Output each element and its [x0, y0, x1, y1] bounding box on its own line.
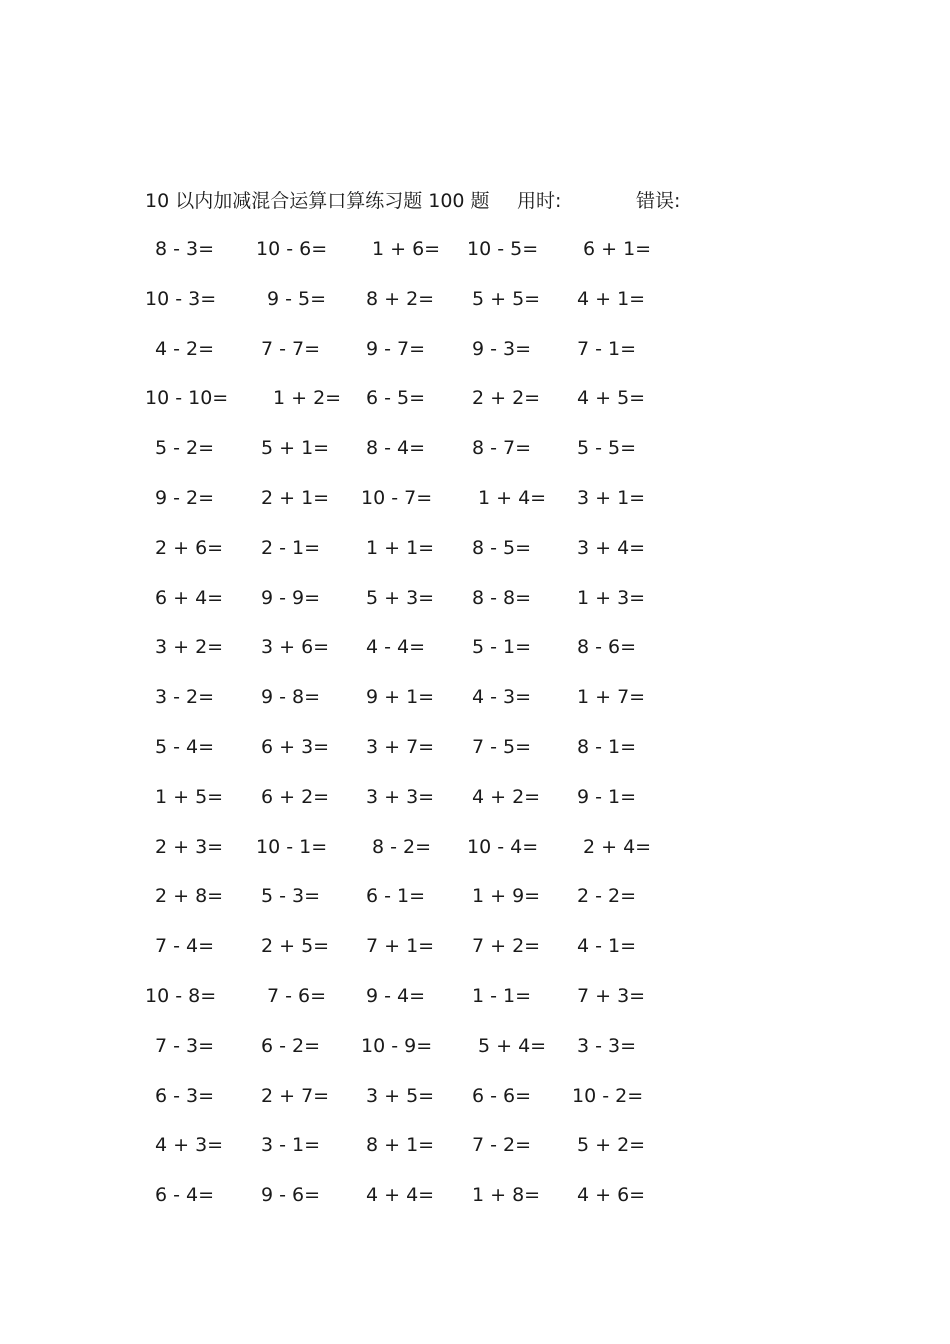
math-problem: 7 - 3=: [155, 1034, 215, 1057]
math-problem: 7 - 4=: [155, 935, 215, 958]
math-problem: 4 - 1=: [577, 935, 637, 958]
math-problem: 6 - 4=: [155, 1184, 215, 1207]
math-problem: 10 - 1=: [256, 835, 328, 858]
math-problem: 1 - 1=: [472, 985, 532, 1007]
math-problem: 10 - 3=: [145, 287, 217, 310]
math-problem: 9 - 2=: [155, 487, 215, 509]
math-problem: 10 - 10=: [145, 387, 229, 410]
math-problem: 1 + 8=: [472, 1184, 541, 1207]
error-count-label: 错误:: [636, 190, 681, 212]
math-problem: 2 + 2=: [472, 387, 541, 410]
math-problem: 7 + 3=: [577, 985, 646, 1007]
math-problem: 8 - 4=: [366, 437, 426, 460]
math-problem: 4 - 3=: [472, 686, 532, 709]
math-problem: 9 - 6=: [261, 1184, 321, 1207]
math-problem: 4 + 5=: [577, 387, 646, 410]
math-problem: 5 + 1=: [261, 437, 330, 460]
math-problem: 7 + 1=: [366, 935, 435, 958]
math-problem: 6 - 6=: [472, 1084, 532, 1107]
math-problem: 2 + 7=: [261, 1084, 330, 1107]
math-problem: 7 - 1=: [577, 337, 637, 360]
math-problem: 2 + 6=: [155, 536, 224, 559]
math-problem: 8 - 8=: [472, 586, 532, 609]
math-problem: 2 - 1=: [261, 536, 321, 559]
worksheet-header: [145, 186, 745, 214]
math-problem: 8 - 3=: [155, 238, 215, 260]
math-problem: 6 + 4=: [155, 586, 224, 609]
math-problem: 9 - 8=: [261, 686, 321, 709]
math-problem: 9 - 9=: [261, 586, 321, 609]
math-problem: 1 + 1=: [366, 536, 435, 559]
math-problem: 6 - 1=: [366, 885, 426, 908]
math-problem: 5 + 5=: [472, 287, 541, 310]
math-problem: 4 - 2=: [155, 337, 215, 360]
math-problem: 5 - 1=: [472, 636, 532, 659]
math-problem: 4 + 3=: [155, 1134, 224, 1157]
math-problem: 10 - 5=: [467, 238, 539, 260]
math-problem: 6 + 3=: [261, 736, 330, 758]
math-problem: 4 + 2=: [472, 785, 541, 808]
math-problem: 2 - 2=: [577, 885, 637, 908]
math-problem: 1 + 2=: [273, 387, 342, 410]
math-problem: 5 - 3=: [261, 885, 321, 908]
math-problem: 7 + 2=: [472, 935, 541, 958]
math-problem: 5 - 4=: [155, 736, 215, 758]
math-problem: 5 + 2=: [577, 1134, 646, 1157]
math-problem: 2 + 4=: [583, 835, 652, 858]
math-problem: 6 - 3=: [155, 1084, 215, 1107]
math-problem: 7 - 5=: [472, 736, 532, 758]
math-problem: 1 + 9=: [472, 885, 541, 908]
math-problem: 3 + 6=: [261, 636, 330, 659]
math-problem: 8 + 2=: [366, 287, 435, 310]
math-problem: 2 + 8=: [155, 885, 224, 908]
math-problem: 8 + 1=: [366, 1134, 435, 1157]
math-problem: 8 - 5=: [472, 536, 532, 559]
math-problem: 9 - 7=: [366, 337, 426, 360]
math-problem: 4 + 1=: [577, 287, 646, 310]
math-problem: 7 - 6=: [267, 985, 327, 1007]
math-problem: 9 - 1=: [577, 785, 637, 808]
math-problem: 1 + 6=: [372, 238, 441, 260]
math-problem: 8 - 2=: [372, 835, 432, 858]
math-problem: 5 - 5=: [577, 437, 637, 460]
math-problem: 1 + 4=: [478, 487, 547, 509]
math-problem: 8 - 6=: [577, 636, 637, 659]
math-problem: 1 + 7=: [577, 686, 646, 709]
math-problem: 10 - 8=: [145, 985, 217, 1007]
math-problem: 1 + 3=: [577, 586, 646, 609]
math-problem: 3 - 1=: [261, 1134, 321, 1157]
math-problem: 10 - 4=: [467, 835, 539, 858]
math-problem: 9 - 4=: [366, 985, 426, 1007]
math-problem: 6 - 2=: [261, 1034, 321, 1057]
math-problem: 3 + 4=: [577, 536, 646, 559]
math-problem: 6 + 1=: [583, 238, 652, 260]
math-problem: 3 + 1=: [577, 487, 646, 509]
math-problem: 3 - 3=: [577, 1034, 637, 1057]
math-problem: 2 + 1=: [261, 487, 330, 509]
math-problem: 2 + 5=: [261, 935, 330, 958]
math-problem: 5 + 3=: [366, 586, 435, 609]
math-problem: 10 - 7=: [361, 487, 433, 509]
math-problem: 5 + 4=: [478, 1034, 547, 1057]
math-problem: 5 - 2=: [155, 437, 215, 460]
math-problem: 3 + 7=: [366, 736, 435, 758]
math-problem: 7 - 2=: [472, 1134, 532, 1157]
math-problem: 6 + 2=: [261, 785, 330, 808]
math-problem: 10 - 9=: [361, 1034, 433, 1057]
math-problem: 10 - 6=: [256, 238, 328, 260]
math-problem: 8 - 1=: [577, 736, 637, 758]
math-problem: 3 + 3=: [366, 785, 435, 808]
math-problem: 4 + 6=: [577, 1184, 646, 1207]
math-problem: 9 - 5=: [267, 287, 327, 310]
math-problem: 9 + 1=: [366, 686, 435, 709]
worksheet-title: 10 以内加减混合运算口算练习题 100 题: [145, 190, 490, 212]
math-problem: 2 + 3=: [155, 835, 224, 858]
math-problem: 6 - 5=: [366, 387, 426, 410]
math-problem: 10 - 2=: [572, 1084, 644, 1107]
math-problem: 3 + 5=: [366, 1084, 435, 1107]
time-used-label: 用时:: [517, 190, 562, 212]
math-problem: 8 - 7=: [472, 437, 532, 460]
math-problem: 4 + 4=: [366, 1184, 435, 1207]
math-problem: 3 + 2=: [155, 636, 224, 659]
math-problem: 4 - 4=: [366, 636, 426, 659]
math-problem: 9 - 3=: [472, 337, 532, 360]
math-problem: 3 - 2=: [155, 686, 215, 709]
math-problem: 1 + 5=: [155, 785, 224, 808]
math-problem: 7 - 7=: [261, 337, 321, 360]
